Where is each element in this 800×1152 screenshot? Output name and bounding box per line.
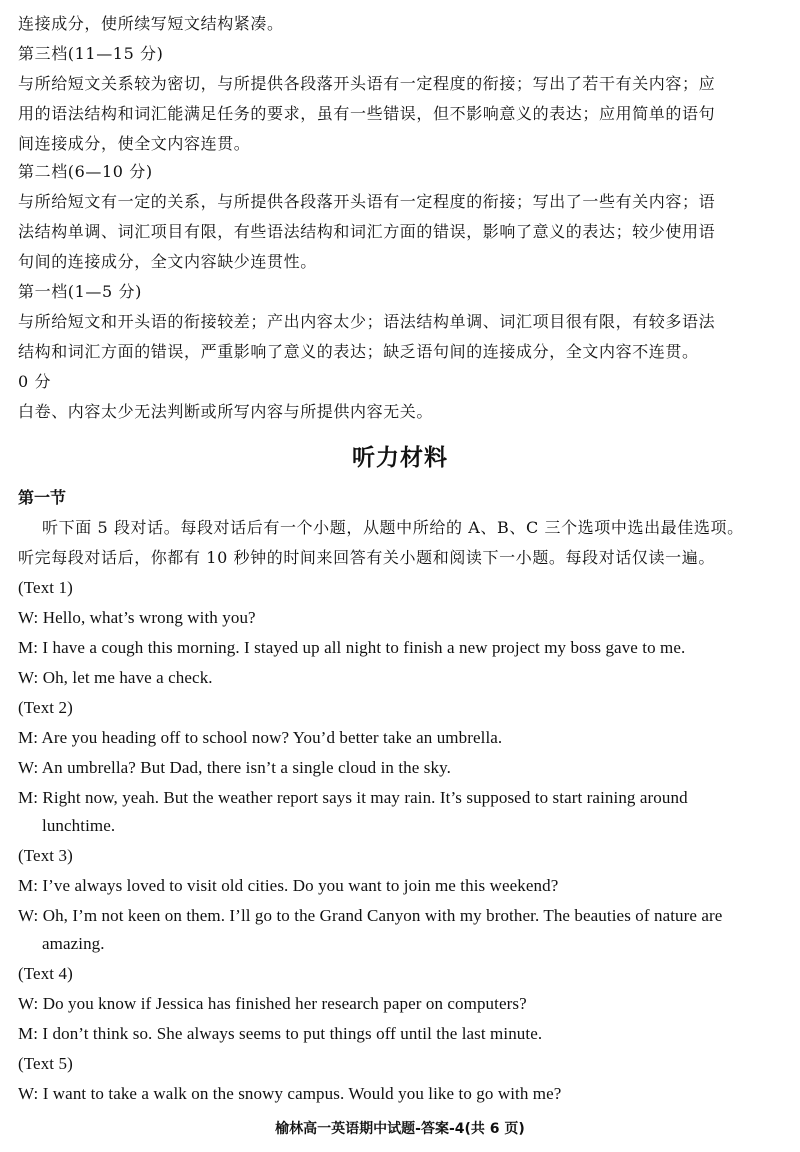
band-1-text-line: 结构和词汇方面的错误，严重影响了意义的表达；缺乏语句间的连接成分，全文内容不连贯。 <box>18 342 699 361</box>
band-2-heading: 第二档(6—10 分) <box>18 162 153 181</box>
dialogue-line: M: Are you heading off to school now? You’d better take an umbrella. <box>18 728 503 747</box>
band-0-text-line: 白卷、内容太少无法判断或所写内容与所提供内容无关。 <box>18 402 434 421</box>
dialogue-continuation: lunchtime. <box>42 816 116 835</box>
band-2-text-line: 句间的连接成分，全文内容缺少连贯性。 <box>18 252 317 271</box>
dialogue-line: M: I don’t think so. She always seems to put things off until the last minute. <box>18 1024 543 1043</box>
scoring-continuation-line: 连接成分，使所续写短文结构紧凑。 <box>18 14 284 33</box>
band-3-text-line: 与所给短文关系较为密切，与所提供各段落开头语有一定程度的衔接；写出了若干有关内容；应 <box>18 74 716 93</box>
band-1-text-line: 与所给短文和开头语的衔接较差；产出内容太少；语法结构单调、词汇项目很有限，有较多语法 <box>18 312 716 331</box>
instruction-line: 听下面 5 段对话。每段对话后有一个小题，从题中所给的 A、B、C 三个选项中选出最佳选项。 <box>42 518 744 537</box>
dialogue-line: W: Hello, what’s wrong with you? <box>18 608 256 627</box>
listening-title: 听力材料 <box>352 445 448 471</box>
dialogue-line: M: I have a cough this morning. I stayed up all night to finish a new project my boss gave to me. <box>18 638 686 657</box>
text-label: (Text 1) <box>18 578 73 597</box>
dialogue-line: W: Oh, let me have a check. <box>18 668 213 687</box>
page-footer: 榆林高一英语期中试题-答案-4(共 6 页) <box>275 1121 525 1137</box>
band-2-text-line: 法结构单调、词汇项目有限，有些语法结构和词汇方面的错误，影响了意义的表达；较少使用语 <box>18 222 716 241</box>
dialogue-line: M: I’ve always loved to visit old cities. Do you want to join me this weekend? <box>18 876 559 895</box>
text-label: (Text 3) <box>18 846 73 865</box>
band-0-heading: 0 分 <box>18 372 52 391</box>
dialogue-line: W: I want to take a walk on the snowy campus. Would you like to go with me? <box>18 1084 562 1103</box>
text-label: (Text 2) <box>18 698 73 717</box>
band-1-heading: 第一档(1—5 分) <box>18 282 142 301</box>
band-3-text-line: 间连接成分，使全文内容连贯。 <box>18 134 251 153</box>
text-label: (Text 4) <box>18 964 73 983</box>
dialogue-line: W: Oh, I’m not keen on them. I’ll go to the Grand Canyon with my brother. The beauties of nature are <box>18 906 723 925</box>
dialogue-continuation: amazing. <box>42 934 105 953</box>
section-heading: 第一节 <box>18 488 67 507</box>
dialogue-line: W: An umbrella? But Dad, there isn’t a single cloud in the sky. <box>18 758 451 777</box>
band-3-heading: 第三档(11—15 分) <box>18 44 164 63</box>
dialogue-line: W: Do you know if Jessica has finished her research paper on computers? <box>18 994 527 1013</box>
dialogue-line: M: Right now, yeah. But the weather report says it may rain. It’s supposed to start raining around <box>18 788 688 807</box>
band-3-text-line: 用的语法结构和词汇能满足任务的要求，虽有一些错误，但不影响意义的表达；应用简单的语句 <box>18 104 716 123</box>
text-label: (Text 5) <box>18 1054 73 1073</box>
instruction-line: 听完每段对话后，你都有 10 秒钟的时间来回答有关小题和阅读下一小题。每段对话仅读一遍。 <box>18 548 715 567</box>
band-2-text-line: 与所给短文有一定的关系，与所提供各段落开头语有一定程度的衔接；写出了一些有关内容；语 <box>18 192 716 211</box>
